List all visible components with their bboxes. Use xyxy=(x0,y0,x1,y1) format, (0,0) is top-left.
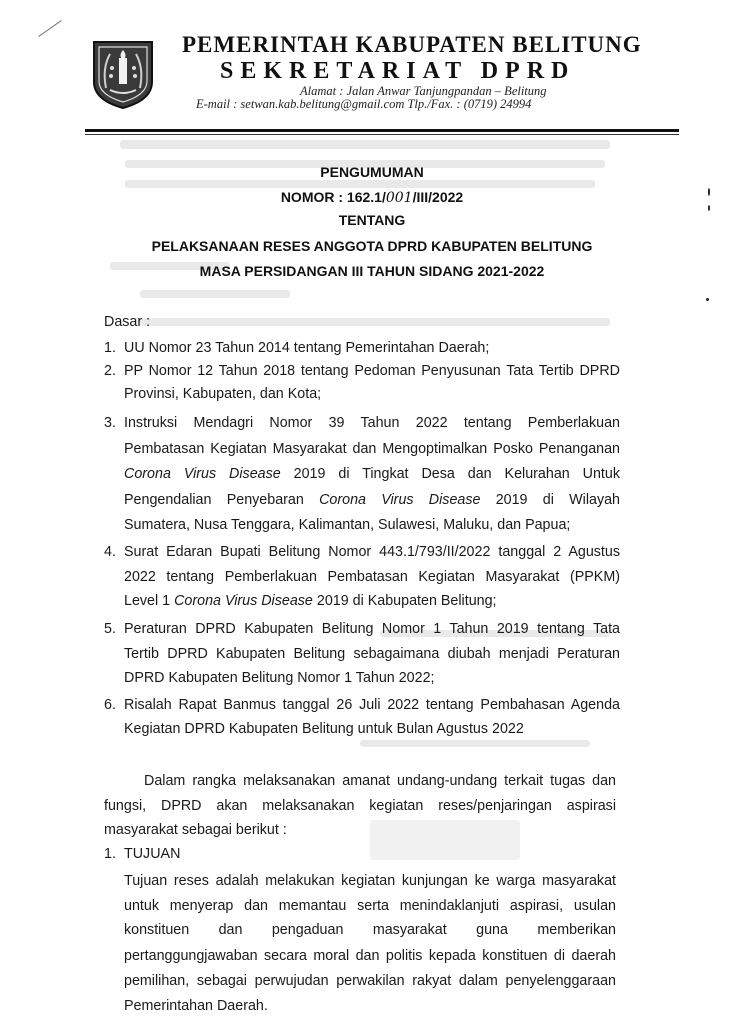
number-handwritten: 001 xyxy=(385,190,413,206)
intro-line: fungsi, DPRD akan melaksanakan kegiatan reses/penjaringan aspirasi xyxy=(104,798,616,814)
dasar-item-number: 1. xyxy=(104,340,116,356)
dasar-item-2-line: Provinsi, Kabupaten, dan Kota; xyxy=(124,386,322,402)
italic-term: Corona Virus Disease xyxy=(319,492,481,508)
section-heading-tujuan: TUJUAN xyxy=(124,846,181,862)
dasar-item-3-line: Instruksi Mendagri Nomor 39 Tahun 2022 tentang Pemberlakuan xyxy=(124,415,620,431)
announcement-title: PENGUMUMAN xyxy=(320,164,424,180)
letterhead-address: Alamat : Jalan Anwar Tanjungpandan – Belitung xyxy=(300,84,547,98)
dasar-item-3-line: Pengendalian Penyebaran Corona Virus Disease 2019 di Wilayah xyxy=(124,492,621,508)
show-through-artifact xyxy=(370,820,520,860)
tujuan-line: konstituen dan pengaduan masyarakat guna memberikan xyxy=(124,922,616,938)
letterhead-office-name: SEKRETARIAT DPRD xyxy=(220,58,576,84)
dasar-item-number: 6. xyxy=(104,697,116,713)
dasar-item-4-line: Level 1 Corona Virus Disease 2019 di Kabupaten Belitung; xyxy=(124,593,497,609)
letterhead-government-name: PEMERINTAH KABUPATEN BELITUNG xyxy=(182,32,642,57)
dasar-item-4-line: Surat Edaran Bupati Belitung Nomor 443.1/793/II/2022 tanggal 2 Agustus xyxy=(124,544,620,560)
show-through-artifact xyxy=(140,290,290,298)
dasar-item-6-line: Risalah Rapat Banmus tanggal 26 Juli 2022 tentang Pembahasan Agenda xyxy=(124,697,620,713)
tentang-label: TENTANG xyxy=(338,212,406,228)
dasar-item-number: 3. xyxy=(104,415,116,431)
show-through-artifact xyxy=(125,180,595,188)
tujuan-line: pertanggungjawaban secara moral dan politis kepada konstituen di daerah xyxy=(124,948,616,964)
dasar-item-5-line: Tertib DPRD Kabupaten Belitung sebagaimana diubah menjadi Peraturan xyxy=(124,646,620,662)
dasar-item-5-line: Peraturan DPRD Kabupaten Belitung Nomor 1 Tahun 2019 tentang Tata xyxy=(124,621,620,637)
dasar-item-3-line: Corona Virus Disease 2019 di Tingkat Desa dan Kelurahan Untuk xyxy=(124,466,620,482)
dasar-item-1-line: UU Nomor 23 Tahun 2014 tentang Pemerintahan Daerah; xyxy=(124,340,490,356)
regency-emblem-logo xyxy=(88,38,158,110)
dasar-item-6-line: Kegiatan DPRD Kabupaten Belitung untuk Bulan Agustus 2022 xyxy=(124,721,524,737)
tujuan-line: Pemerintahan Daerah. xyxy=(124,998,268,1014)
dasar-item-2-line: PP Nomor 12 Tahun 2018 tentang Pedoman Penyusunan Tata Tertib DPRD xyxy=(124,363,620,379)
scan-mark xyxy=(38,20,62,37)
number-suffix: /III/2022 xyxy=(412,189,464,205)
show-through-artifact xyxy=(140,318,610,326)
italic-term: Corona Virus Disease xyxy=(174,593,313,609)
show-through-artifact xyxy=(360,740,590,747)
subject-line-1: PELAKSANAAN RESES ANGGOTA DPRD KABUPATEN BELITUNG xyxy=(151,238,593,254)
tujuan-line: untuk menyerap dan memantau serta menindaklanjuti aspirasi, usulan xyxy=(124,898,616,914)
dasar-item-3-line: Sumatera, Nusa Tenggara, Kalimantan, Sulawesi, Maluku, dan Papua; xyxy=(124,517,571,533)
scan-speck xyxy=(706,298,709,301)
dasar-item-number: 5. xyxy=(104,621,116,637)
letterhead-rule-thin xyxy=(85,134,679,135)
italic-term: Corona Virus Disease xyxy=(124,466,281,482)
intro-line: Dalam rangka melaksanakan amanat undang-undang terkait tugas dan xyxy=(144,773,616,789)
section-number: 1. xyxy=(104,846,116,862)
dasar-item-4-line: 2022 tentang Pemberlakuan Pembatasan Kegiatan Masyarakat (PPKM) xyxy=(124,569,620,585)
letterhead-contact: E-mail : setwan.kab.belitung@gmail.com Tlp./Fax. : (0719) 24994 xyxy=(196,97,532,111)
show-through-artifact xyxy=(120,140,610,149)
subject-line-2: MASA PERSIDANGAN III TAHUN SIDANG 2021-2022 xyxy=(199,263,545,279)
tujuan-line: pemilihan, sebagai perwujudan perwakilan rakyat dalam penyelenggaraan xyxy=(124,973,616,989)
dasar-item-number: 4. xyxy=(104,544,116,560)
number-prefix: NOMOR : 162.1/ xyxy=(280,189,386,205)
announcement-number xyxy=(0,189,744,206)
dasar-item-number: 2. xyxy=(104,363,116,379)
dasar-label: Dasar : xyxy=(104,314,151,330)
tujuan-line: Tujuan reses adalah melakukan kegiatan kunjungan ke warga masyarakat xyxy=(124,873,616,889)
dasar-item-5-line: DPRD Kabupaten Belitung Nomor 1 Tahun 2022; xyxy=(124,670,435,686)
letterhead-rule xyxy=(85,129,679,132)
dasar-item-3-line: Pembatasan Kegiatan Masyarakat dan Mengoptimalkan Posko Penanganan xyxy=(124,441,620,457)
intro-line: masyarakat sebagai berikut : xyxy=(104,822,287,838)
